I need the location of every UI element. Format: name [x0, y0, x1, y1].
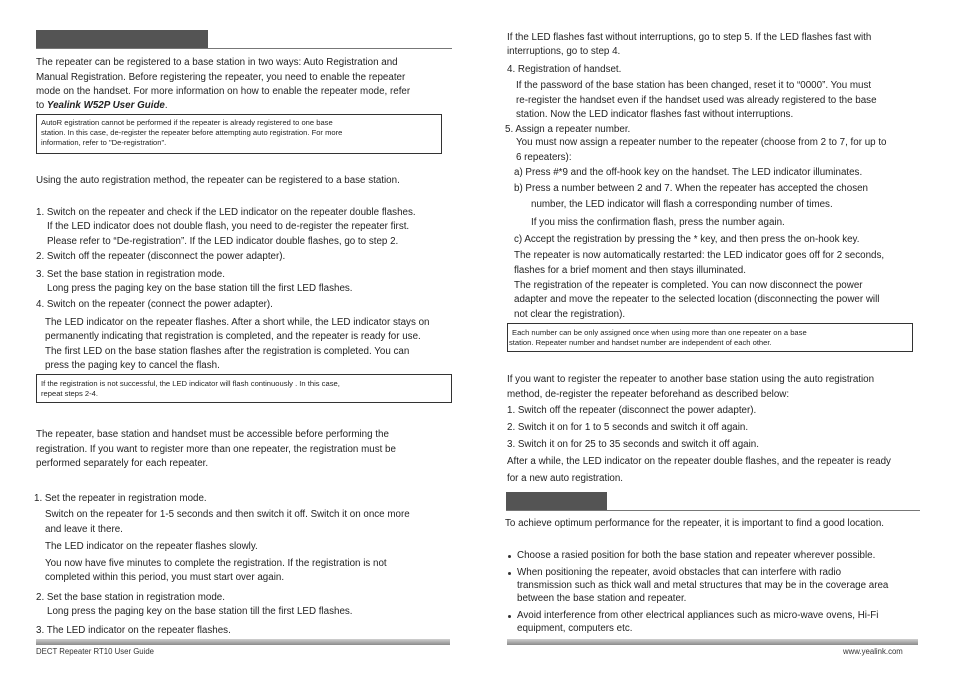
body-line: re-register the handset even if the handset used was already registered to the base	[516, 95, 877, 106]
bullet-line: equipment, computers etc.	[517, 623, 633, 634]
body-line: 2. Switch it on for 1 to 5 seconds and switch it off again.	[507, 422, 749, 433]
body-line: method, de-register the repeater beforehand as described below:	[507, 389, 790, 400]
body-line: 5. Assign a repeater number.	[505, 124, 631, 135]
body-line: station. Now the LED indicator flashes fast without interruptions.	[516, 109, 794, 120]
body-line: not clear the registration).	[514, 309, 626, 320]
step-line: The LED indicator on the repeater flashes. After a short while, the LED indicator stays on	[45, 317, 430, 328]
step-line: 2. Switch off the repeater (disconnect the power adapter).	[36, 251, 286, 262]
body-line: b) Press a number between 2 and 7. When the repeater has accepted the chosen	[514, 183, 868, 194]
body-line: If you want to register the repeater to another base station using the auto registration	[507, 374, 875, 385]
manual-intro-line: registration. If you want to register more than one repeater, the registration must be	[36, 444, 396, 455]
step-line: 4. Switch on the repeater (connect the power adapter).	[36, 299, 273, 310]
auto-registration-intro: Using the auto registration method, the repeater can be registered to a base station.	[36, 175, 400, 186]
body-line: After a while, the LED indicator on the repeater double flashes, and the repeater is ready	[507, 456, 891, 467]
step-line: Please refer to “De-registration”. If the LED indicator double flashes, go to step 2.	[47, 236, 399, 247]
note-line: station. Repeater number and handset number are independent of each other.	[509, 338, 772, 347]
step-line: Switch on the repeater for 1-5 seconds and then switch it off. Switch it on once more	[45, 509, 410, 520]
step-line: The LED indicator on the repeater flashes slowly.	[45, 541, 258, 552]
note-line: information, refer to "De-registration".	[41, 138, 167, 147]
step-line: If the LED indicator does not double flash, you need to de-register the repeater first.	[47, 221, 410, 232]
body-line: You must now assign a repeater number to the repeater (choose from 2 to 7, for up to	[516, 137, 887, 148]
body-line: 6 repeaters):	[516, 152, 572, 163]
body-line: If you miss the confirmation flash, press the number again.	[531, 217, 785, 228]
bullet-line: Avoid interference from other electrical appliances such as micro-wave ovens, Hi-Fi	[517, 610, 879, 621]
body-line: for a new auto registration.	[507, 473, 623, 484]
bullet-line: When positioning the repeater, avoid obstacles that can interfere with radio	[517, 567, 842, 578]
note-line: repeat steps 2-4.	[41, 389, 98, 398]
body-line: number, the LED indicator will flash a corresponding number of times.	[531, 199, 833, 210]
intro-line: mode on the handset. For more information on how to enable the repeater mode, refer	[36, 86, 411, 97]
location-intro: To achieve optimum performance for the repeater, it is important to find a good location.	[505, 518, 885, 529]
body-line: adapter and move the repeater to the selected location (disconnecting the power will	[514, 294, 880, 305]
bullet-dot	[508, 555, 511, 558]
bullet-line: Choose a rasied position for both the base station and repeater wherever possible.	[517, 550, 876, 561]
step-line: 2. Set the base station in registration mode.	[36, 592, 225, 603]
footer-bar	[507, 639, 918, 645]
user-guide-reference: Yealink W52P User Guide	[46, 100, 165, 111]
step-line: completed within this period, you must start over again.	[45, 572, 285, 583]
note-line: AutoR egistration cannot be performed if the repeater is already registered to one base	[41, 118, 333, 127]
step-line: You now have five minutes to complete the registration. If the registration is not	[45, 558, 387, 569]
step-line: Long press the paging key on the base station till the first LED flashes.	[47, 606, 353, 617]
section-heading-bar	[506, 492, 607, 511]
body-line: If the LED flashes fast without interruptions, go to step 5. If the LED flashes fast with	[507, 32, 872, 43]
body-line: The registration of the repeater is completed. You can now disconnect the power	[514, 280, 863, 291]
step-line: 3. Set the base station in registration mode.	[36, 269, 225, 280]
section-rule	[506, 510, 920, 511]
step-line: press the paging key to cancel the flash.	[45, 360, 220, 371]
section-heading-bar	[36, 30, 208, 49]
bullet-line: between the base station and repeater.	[517, 593, 687, 604]
footer-title: DECT Repeater RT10 User Guide	[36, 647, 155, 656]
body-line: c) Accept the registration by pressing the * key, and then press the on-hook key.	[514, 234, 860, 245]
body-line: If the password of the base station has been changed, reset it to “0000”. You must	[516, 80, 872, 91]
note-box	[36, 114, 442, 154]
step-line: 1. Set the repeater in registration mode.	[34, 493, 207, 504]
note-line: Each number can be only assigned once when using more than one repeater on a base	[512, 328, 807, 337]
body-line: interruptions, go to step 4.	[507, 46, 621, 57]
footer-url: www.yealink.com	[843, 647, 903, 656]
manual-intro-line: The repeater, base station and handset must be accessible before performing the	[36, 429, 389, 440]
note-line: station. In this case, de-register the repeater before attempting auto registration. For more	[41, 128, 343, 137]
body-line: a) Press #*9 and the off-hook key on the handset. The LED indicator illuminates.	[514, 167, 863, 178]
body-line: 3. Switch it on for 25 to 35 seconds and switch it off again.	[507, 439, 759, 450]
step-line: 1. Switch on the repeater and check if the LED indicator on the repeater double flashes.	[36, 207, 416, 218]
body-line: The repeater is now automatically restarted: the LED indicator goes off for 2 seconds,	[514, 250, 885, 261]
step-line: permanently indicating that registration is completed, and the repeater is ready for use.	[45, 331, 421, 342]
body-line: 1. Switch off the repeater (disconnect the power adapter).	[507, 405, 757, 416]
section-rule	[36, 48, 452, 49]
bullet-dot	[508, 615, 511, 618]
intro-line: The repeater can be registered to a base station in two ways: Auto Registration and	[36, 57, 398, 68]
note-box	[507, 323, 913, 352]
step-line: Long press the paging key on the base station till the first LED flashes.	[47, 283, 353, 294]
intro-line: to Yealink W52P User Guide.	[36, 100, 168, 111]
note-line: If the registration is not successful, the LED indicator will flash continuously . In this case,	[41, 379, 340, 388]
note-box	[36, 374, 452, 403]
bullet-line: transmission such as thick wall and metal structures that may be in the coverage area	[517, 580, 889, 591]
manual-intro-line: performed separately for each repeater.	[36, 458, 209, 469]
step-line: The first LED on the base station flashes after the registration is completed. You can	[45, 346, 410, 357]
intro-line: Manual Registration. Before registering the repeater, you need to enable the repeater	[36, 72, 406, 83]
step-line: and leave it there.	[45, 524, 123, 535]
step-line: 3. The LED indicator on the repeater flashes.	[36, 625, 231, 636]
body-line: 4. Registration of handset.	[507, 64, 622, 75]
bullet-dot	[508, 572, 511, 575]
footer-bar	[36, 639, 450, 645]
body-line: flashes for a brief moment and then stays illuminated.	[514, 265, 746, 276]
